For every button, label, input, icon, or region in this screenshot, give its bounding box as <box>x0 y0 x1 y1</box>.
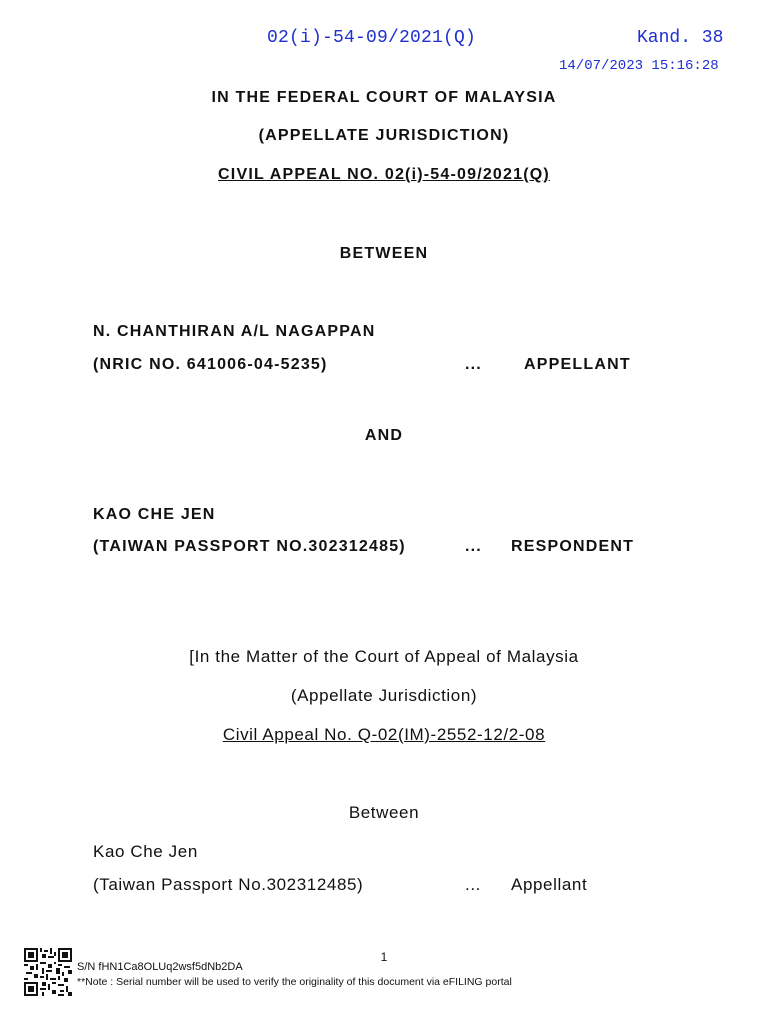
jurisdiction-title: (APPELLATE JURISDICTION) <box>258 127 510 144</box>
respondent-id: (TAIWAN PASSPORT NO.302312485) <box>93 538 406 555</box>
matter-party-id: (Taiwan Passport No.302312485) <box>93 875 364 894</box>
court-title: IN THE FEDERAL COURT OF MALAYSIA <box>211 89 557 106</box>
page-number: 1 <box>380 950 388 964</box>
appellant-name: N. CHANTHIRAN A/L NAGAPPAN <box>93 323 376 340</box>
respondent-role: RESPONDENT <box>511 538 635 555</box>
matter-party-role: Appellant <box>511 875 588 894</box>
appeal-number-heading <box>0 166 768 184</box>
respondent-name: KAO CHE JEN <box>93 506 216 523</box>
header-case-reference: 02(i)-54-09/2021(Q) <box>267 28 477 48</box>
matter-appeal-number <box>0 725 768 745</box>
respondent-dots: ... <box>465 538 482 555</box>
appellant-dots: ... <box>465 356 482 373</box>
appeal-number-text: CIVIL APPEAL NO. 02(i)-54-09/2021(Q) <box>218 166 550 183</box>
qr-code-icon <box>24 948 72 996</box>
serial-note: **Note : Serial number will be used to verify the originality of this document via eFILING portal <box>77 976 512 988</box>
between-heading: BETWEEN <box>339 245 429 262</box>
appellant-role: APPELLANT <box>524 356 631 373</box>
matter-party-dots: ... <box>465 875 481 894</box>
serial-number: S/N fHN1Ca8OLUq2wsf5dNb2DA <box>77 961 243 973</box>
matter-line-1: [In the Matter of the Court of Appeal of Malaysia <box>189 647 579 666</box>
header-timestamp: 14/07/2023 15:16:28 <box>559 58 719 74</box>
matter-line-2: (Appellate Jurisdiction) <box>290 686 478 705</box>
matter-appeal-number-text: Civil Appeal No. Q-02(IM)-2552-12/2-08 <box>222 725 546 744</box>
and-heading: AND <box>364 427 404 444</box>
matter-party-name: Kao Che Jen <box>93 842 198 861</box>
matter-between: Between <box>348 803 420 822</box>
header-kand-number: Kand. 38 <box>637 28 724 48</box>
appellant-id: (NRIC NO. 641006-04-5235) <box>93 356 328 373</box>
